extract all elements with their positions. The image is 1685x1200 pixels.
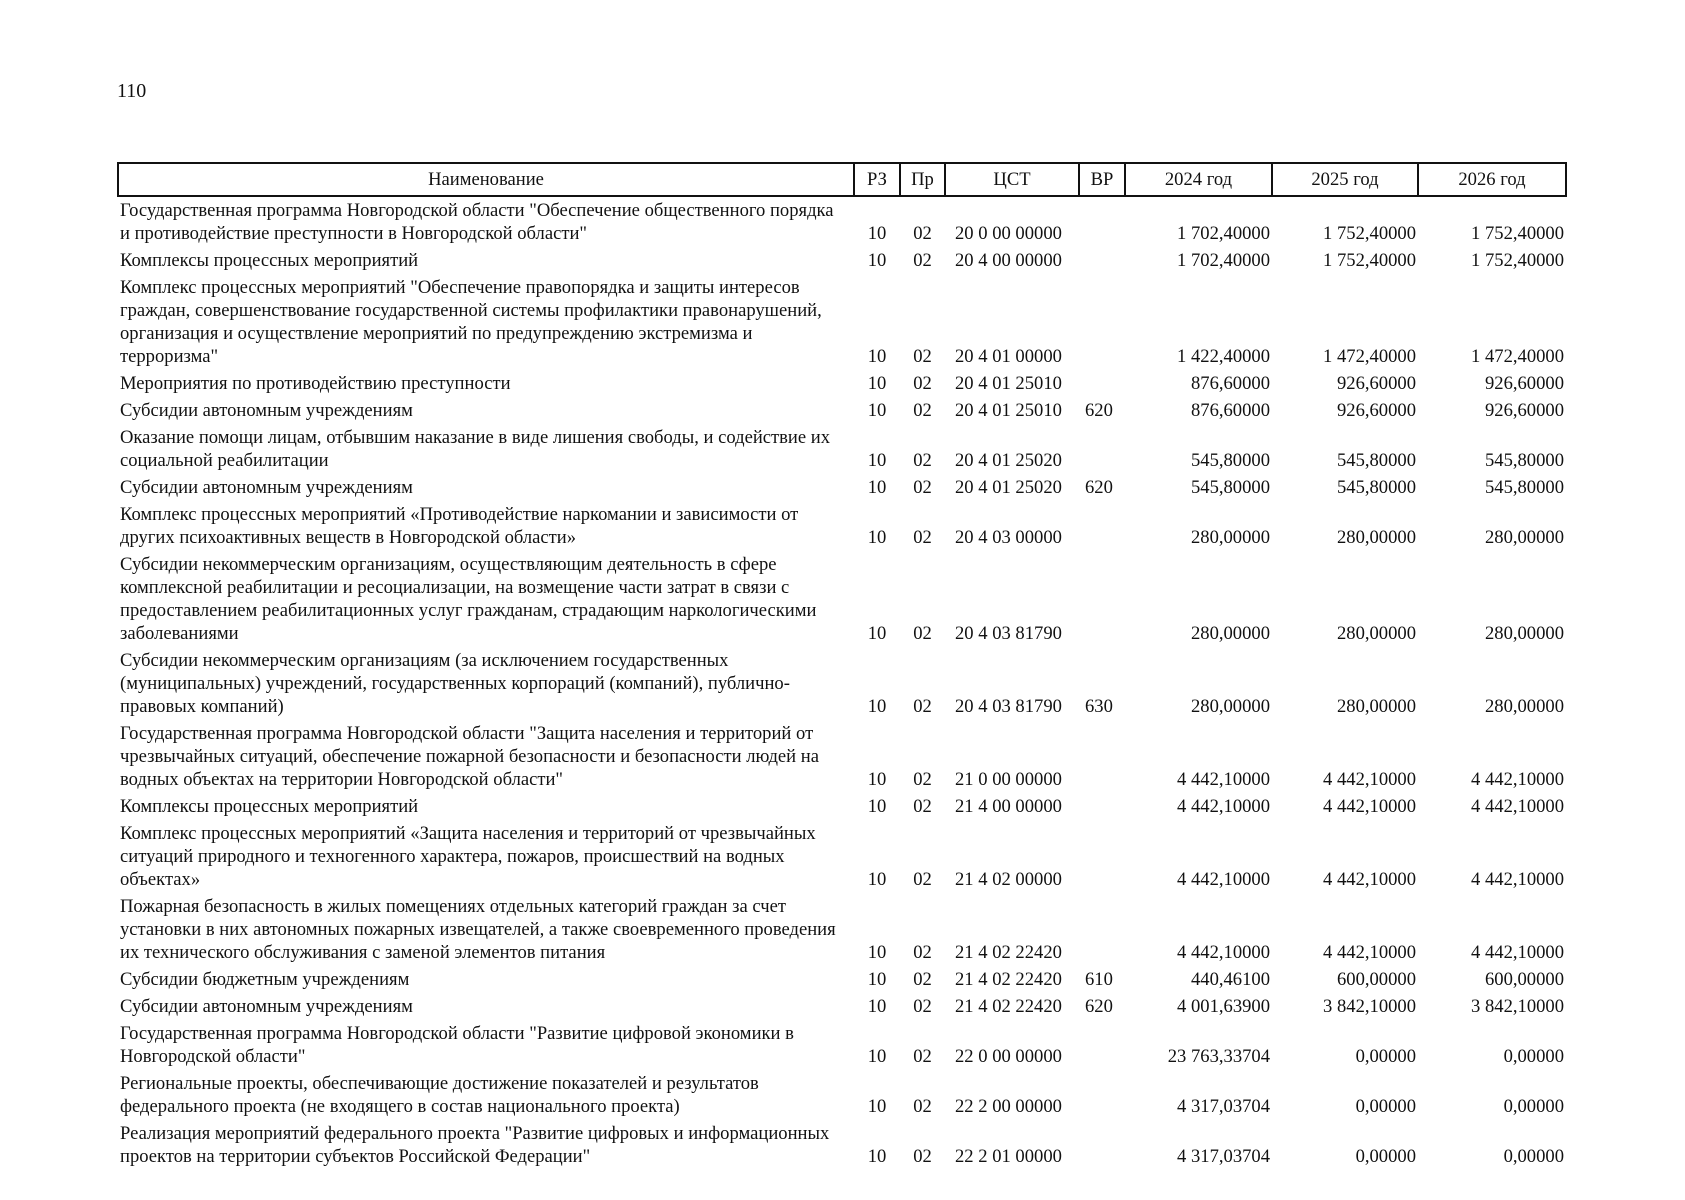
cell-rz: 10 — [867, 1146, 887, 1167]
cell-cst: 21 4 02 22420 — [955, 969, 1062, 990]
table-row — [118, 1120, 1566, 1170]
cell-rz: 10 — [867, 996, 887, 1017]
cell-vr — [1079, 793, 1125, 820]
cell-y2026: 545,80000 — [1484, 477, 1564, 498]
header-cst: ЦСТ — [945, 163, 1079, 196]
cell-rz: 10 — [867, 223, 887, 244]
cell-vr — [1079, 893, 1125, 966]
cell-rz: 10 — [867, 623, 887, 644]
cell-y2024: 1 702,40000 — [1177, 250, 1270, 271]
header-rz: РЗ — [854, 163, 900, 196]
cell-pr: 02 — [913, 1146, 932, 1167]
cell-vr — [1079, 196, 1125, 247]
cell-name: Субсидии бюджетным учреждениям — [120, 969, 410, 990]
cell-y2026: 1 472,40000 — [1471, 346, 1564, 367]
cell-name: Региональные проекты, обеспечивающие достижение показателей и результатов федерального проекта (не входящего в состав национального проекта) — [120, 1073, 759, 1117]
cell-pr: 02 — [913, 1046, 932, 1067]
cell-name: Оказание помощи лицам, отбывшим наказание в виде лишения свободы, и содействие их социальной реабилитации — [120, 427, 831, 471]
cell-cst: 20 4 01 25010 — [955, 373, 1062, 394]
budget-table — [117, 162, 1567, 1170]
cell-y2025: 926,60000 — [1336, 400, 1416, 421]
cell-cst: 22 2 01 00000 — [955, 1146, 1062, 1167]
cell-name: Комплексы процессных мероприятий — [120, 796, 419, 817]
cell-y2026: 545,80000 — [1484, 450, 1564, 471]
cell-rz: 10 — [867, 1096, 887, 1117]
cell-y2025: 545,80000 — [1336, 477, 1416, 498]
cell-cst: 21 0 00 00000 — [955, 769, 1062, 790]
cell-y2024: 23 763,33704 — [1167, 1046, 1270, 1067]
cell-vr — [1079, 370, 1125, 397]
cell-y2024: 1 702,40000 — [1177, 223, 1270, 244]
cell-y2025: 600,00000 — [1336, 969, 1416, 990]
cell-y2025: 280,00000 — [1336, 527, 1416, 548]
cell-pr: 02 — [913, 869, 932, 890]
cell-y2025: 1 472,40000 — [1323, 346, 1416, 367]
cell-y2025: 3 842,10000 — [1323, 996, 1416, 1017]
cell-name: Пожарная безопасность в жилых помещениях отдельных категорий граждан за счет установки в них автономных пожарных извещателей, а также своевременного проведения их технического обслуживания с заменой элементов питания — [120, 896, 836, 963]
cell-rz: 10 — [867, 696, 887, 717]
cell-y2026: 0,00000 — [1503, 1096, 1564, 1117]
cell-y2025: 1 752,40000 — [1323, 223, 1416, 244]
cell-y2024: 4 442,10000 — [1177, 769, 1270, 790]
cell-pr: 02 — [913, 623, 932, 644]
cell-vr — [1079, 424, 1125, 474]
cell-name: Комплекс процессных мероприятий «Противодействие наркомании и зависимости от других психоактивных веществ в Новгородской области» — [120, 504, 799, 548]
cell-vr — [1079, 1070, 1125, 1120]
header-2026: 2026 год — [1418, 163, 1566, 196]
cell-y2026: 280,00000 — [1484, 527, 1564, 548]
table-row — [118, 370, 1566, 397]
cell-rz: 10 — [867, 400, 887, 421]
cell-vr: 620 — [1085, 996, 1113, 1017]
cell-vr — [1079, 1020, 1125, 1070]
cell-vr — [1079, 720, 1125, 793]
cell-y2024: 440,46100 — [1190, 969, 1270, 990]
cell-cst: 20 4 01 25020 — [955, 450, 1062, 471]
table-row — [118, 1020, 1566, 1070]
table-row — [118, 966, 1566, 993]
cell-cst: 20 4 03 00000 — [955, 527, 1062, 548]
cell-rz: 10 — [867, 250, 887, 271]
table-row — [118, 1070, 1566, 1120]
cell-rz: 10 — [867, 450, 887, 471]
cell-rz: 10 — [867, 527, 887, 548]
cell-y2026: 0,00000 — [1503, 1146, 1564, 1167]
cell-cst: 21 4 02 22420 — [955, 996, 1062, 1017]
cell-y2024: 545,80000 — [1190, 477, 1270, 498]
cell-rz: 10 — [867, 477, 887, 498]
cell-y2024: 280,00000 — [1190, 623, 1270, 644]
cell-vr — [1079, 247, 1125, 274]
cell-y2025: 0,00000 — [1355, 1096, 1416, 1117]
cell-pr: 02 — [913, 696, 932, 717]
cell-name: Комплекс процессных мероприятий «Защита населения и территорий от чрезвычайных ситуаций природного и техногенного характера, пожаров, происшествий на водных объектах» — [120, 823, 816, 890]
cell-name: Комплекс процессных мероприятий "Обеспечение правопорядка и защиты интересов граждан, совершенствование государственной системы профилактики правонарушений, организация и осуществление мероприятий по предупреждению экстремизма и терроризма" — [120, 277, 822, 367]
cell-rz: 10 — [867, 346, 887, 367]
cell-pr: 02 — [913, 250, 932, 271]
cell-cst: 21 4 02 22420 — [955, 942, 1062, 963]
cell-y2024: 4 317,03704 — [1177, 1096, 1270, 1117]
cell-y2025: 1 752,40000 — [1323, 250, 1416, 271]
table-row — [118, 820, 1566, 893]
header-name: Наименование — [118, 163, 854, 196]
cell-y2026: 280,00000 — [1484, 623, 1564, 644]
cell-y2025: 4 442,10000 — [1323, 769, 1416, 790]
cell-y2024: 4 001,63900 — [1177, 996, 1270, 1017]
table-row — [118, 274, 1566, 370]
cell-y2025: 0,00000 — [1355, 1146, 1416, 1167]
table-row — [118, 247, 1566, 274]
table-row — [118, 793, 1566, 820]
cell-y2024: 876,60000 — [1190, 373, 1270, 394]
cell-name: Реализация мероприятий федерального проекта "Развитие цифровых и информационных проектов на территории субъектов Российской Федерации" — [120, 1123, 830, 1167]
cell-pr: 02 — [913, 969, 932, 990]
cell-cst: 20 4 01 25020 — [955, 477, 1062, 498]
cell-vr: 630 — [1085, 696, 1113, 717]
cell-pr: 02 — [913, 400, 932, 421]
cell-y2026: 926,60000 — [1484, 400, 1564, 421]
cell-y2025: 545,80000 — [1336, 450, 1416, 471]
cell-y2025: 926,60000 — [1336, 373, 1416, 394]
cell-cst: 20 4 01 25010 — [955, 400, 1062, 421]
cell-pr: 02 — [913, 996, 932, 1017]
cell-y2024: 4 442,10000 — [1177, 869, 1270, 890]
cell-y2024: 4 442,10000 — [1177, 796, 1270, 817]
table-row — [118, 397, 1566, 424]
table-row — [118, 647, 1566, 720]
header-vr: ВР — [1079, 163, 1125, 196]
cell-y2025: 4 442,10000 — [1323, 796, 1416, 817]
cell-y2026: 280,00000 — [1484, 696, 1564, 717]
cell-y2025: 4 442,10000 — [1323, 869, 1416, 890]
cell-pr: 02 — [913, 373, 932, 394]
cell-rz: 10 — [867, 1046, 887, 1067]
cell-vr — [1079, 820, 1125, 893]
cell-name: Государственная программа Новгородской области "Развитие цифровой экономики в Новгородской области" — [120, 1023, 794, 1067]
cell-vr — [1079, 551, 1125, 647]
cell-y2024: 4 442,10000 — [1177, 942, 1270, 963]
cell-name: Субсидии некоммерческим организациям, осуществляющим деятельность в сфере комплексной реабилитации и ресоциализации, на возмещение части затрат в связи с предоставлением реабилитационных услуг гражданам, страдающим наркологическими заболеваниями — [120, 554, 817, 644]
table-row — [118, 474, 1566, 501]
cell-rz: 10 — [867, 942, 887, 963]
table-row — [118, 551, 1566, 647]
table-row — [118, 196, 1566, 247]
cell-pr: 02 — [913, 223, 932, 244]
cell-cst: 22 2 00 00000 — [955, 1096, 1062, 1117]
cell-y2025: 4 442,10000 — [1323, 942, 1416, 963]
cell-rz: 10 — [867, 796, 887, 817]
header-2024: 2024 год — [1125, 163, 1272, 196]
table-row — [118, 424, 1566, 474]
cell-pr: 02 — [913, 477, 932, 498]
cell-y2024: 280,00000 — [1190, 527, 1270, 548]
cell-y2026: 1 752,40000 — [1471, 223, 1564, 244]
table-body — [118, 196, 1566, 1170]
cell-y2026: 4 442,10000 — [1471, 796, 1564, 817]
cell-name: Субсидии некоммерческим организациям (за исключением государственных (муниципальных) учреждений, государственных корпораций (компаний), публично-правовых компаний) — [120, 650, 790, 717]
cell-cst: 21 4 00 00000 — [955, 796, 1062, 817]
cell-vr — [1079, 274, 1125, 370]
cell-y2024: 545,80000 — [1190, 450, 1270, 471]
cell-rz: 10 — [867, 869, 887, 890]
cell-vr: 610 — [1085, 969, 1113, 990]
cell-vr: 620 — [1085, 400, 1113, 421]
cell-rz: 10 — [867, 969, 887, 990]
cell-name: Государственная программа Новгородской области "Защита населения и территорий от чрезвычайных ситуаций, обеспечение пожарной безопасности и безопасности людей на водных объектах на территории Новгородской области" — [120, 723, 819, 790]
cell-y2025: 0,00000 — [1355, 1046, 1416, 1067]
cell-cst: 20 4 00 00000 — [955, 250, 1062, 271]
cell-y2025: 280,00000 — [1336, 623, 1416, 644]
cell-cst: 20 4 01 00000 — [955, 346, 1062, 367]
cell-cst: 22 0 00 00000 — [955, 1046, 1062, 1067]
cell-vr — [1079, 1120, 1125, 1170]
cell-pr: 02 — [913, 527, 932, 548]
cell-y2025: 280,00000 — [1336, 696, 1416, 717]
cell-vr — [1079, 501, 1125, 551]
cell-y2026: 4 442,10000 — [1471, 769, 1564, 790]
cell-y2026: 600,00000 — [1484, 969, 1564, 990]
cell-name: Мероприятия по противодействию преступности — [120, 373, 511, 394]
cell-y2026: 4 442,10000 — [1471, 942, 1564, 963]
cell-pr: 02 — [913, 450, 932, 471]
cell-pr: 02 — [913, 942, 932, 963]
cell-y2024: 876,60000 — [1190, 400, 1270, 421]
cell-y2026: 0,00000 — [1503, 1046, 1564, 1067]
cell-y2024: 4 317,03704 — [1177, 1146, 1270, 1167]
cell-y2024: 1 422,40000 — [1177, 346, 1270, 367]
cell-y2026: 3 842,10000 — [1471, 996, 1564, 1017]
cell-name: Субсидии автономным учреждениям — [120, 400, 413, 421]
cell-cst: 20 4 03 81790 — [955, 696, 1062, 717]
cell-pr: 02 — [913, 796, 932, 817]
cell-y2024: 280,00000 — [1190, 696, 1270, 717]
cell-rz: 10 — [867, 769, 887, 790]
header-2025: 2025 год — [1272, 163, 1418, 196]
cell-pr: 02 — [913, 1096, 932, 1117]
cell-name: Государственная программа Новгородской области "Обеспечение общественного порядка и противодействие преступности в Новгородской области" — [120, 200, 834, 244]
cell-name: Субсидии автономным учреждениям — [120, 996, 413, 1017]
cell-cst: 20 4 03 81790 — [955, 623, 1062, 644]
cell-pr: 02 — [913, 769, 932, 790]
cell-cst: 20 0 00 00000 — [955, 223, 1062, 244]
table-row — [118, 893, 1566, 966]
table-row — [118, 720, 1566, 793]
cell-rz: 10 — [867, 373, 887, 394]
table-row — [118, 501, 1566, 551]
cell-y2026: 4 442,10000 — [1471, 869, 1564, 890]
cell-y2026: 926,60000 — [1484, 373, 1564, 394]
table-header — [118, 163, 1566, 196]
cell-y2026: 1 752,40000 — [1471, 250, 1564, 271]
table-row — [118, 993, 1566, 1020]
header-pr: Пр — [900, 163, 945, 196]
cell-pr: 02 — [913, 346, 932, 367]
page-number: 110 — [117, 80, 147, 102]
cell-vr: 620 — [1085, 477, 1113, 498]
cell-name: Комплексы процессных мероприятий — [120, 250, 419, 271]
cell-name: Субсидии автономным учреждениям — [120, 477, 413, 498]
cell-cst: 21 4 02 00000 — [955, 869, 1062, 890]
